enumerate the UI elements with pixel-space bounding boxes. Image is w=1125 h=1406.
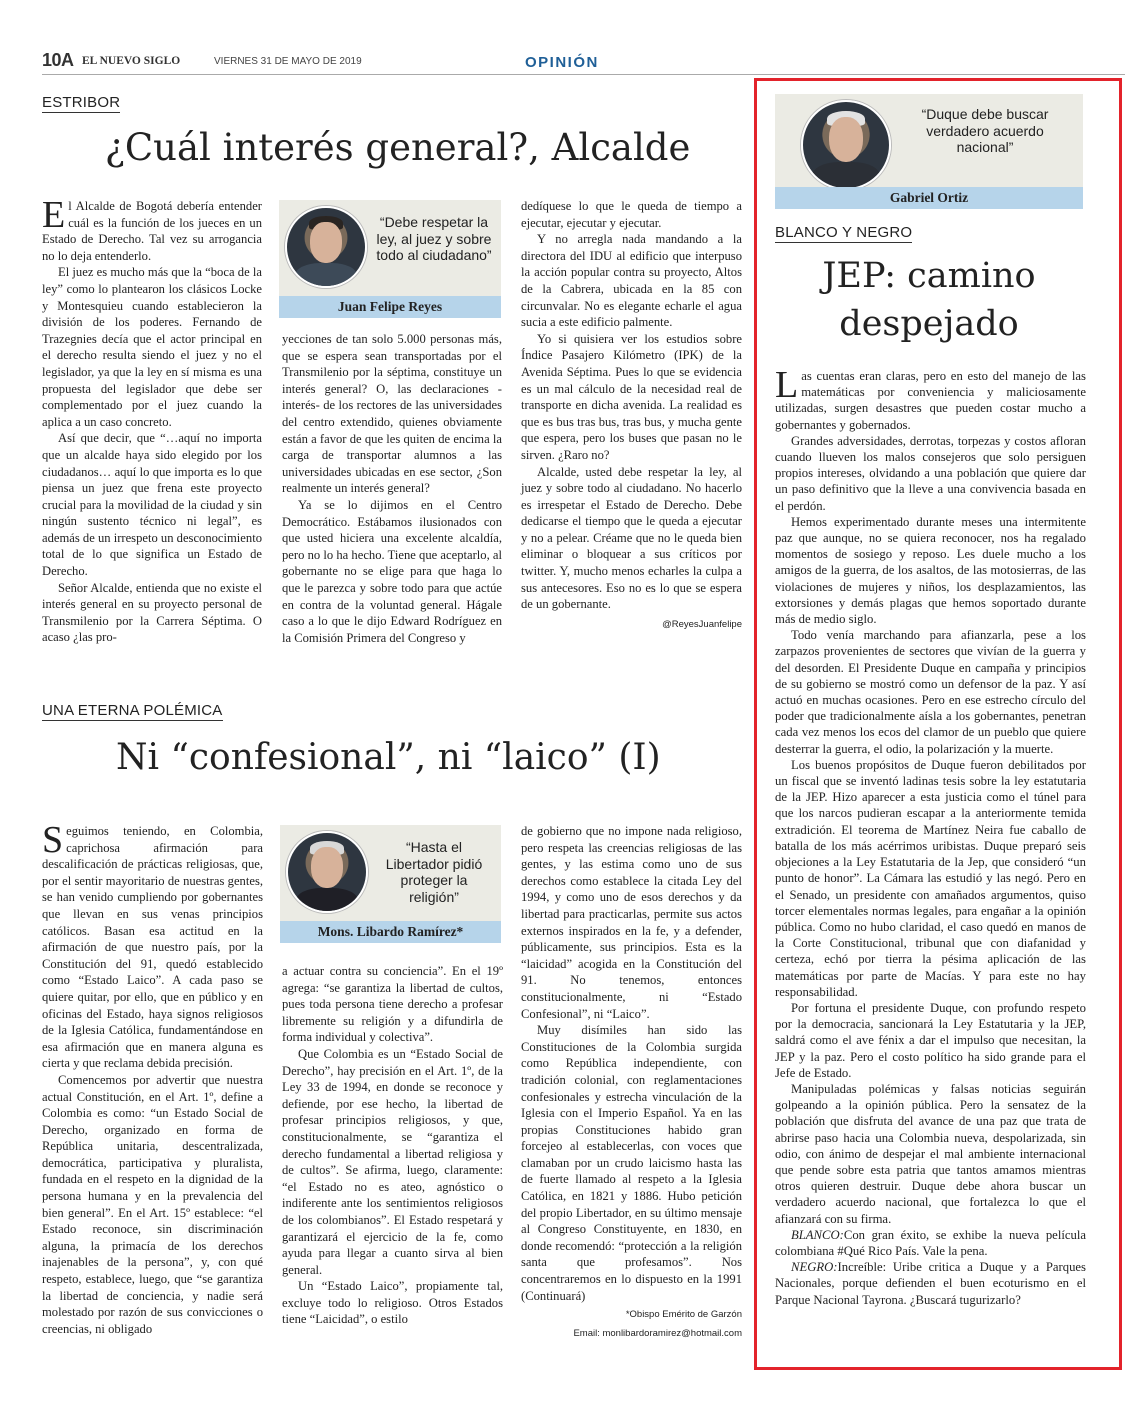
article3-paragraph: Por fortuna el presidente Duque, con profundo respeto por la democracia, sancionará la Ley Estatutaria y la JEP, saldrá como el ave fénix a dar el impulso que necesitan, la JEP y la paz. Pero el costo político ha sido grande para el Jefe de Estado. — [775, 1000, 1086, 1080]
article1-paragraph: Alcalde, usted debe respetar la ley, al juez y sobre todo al ciudadano. No hacerlo es irrespetar el Estado de Derecho. Debe dedicarse el tiempo que le queda a ejecutar y no a pelear. Créame que no le queda bien eliminar o bloquear a sus críticos por twitter. Y, mucho menos echarles la culpa a sus antecesores. Eso no es lo que se espera de un gobernante. — [521, 464, 742, 612]
negro-label: NEGRO: — [791, 1260, 838, 1275]
page-header — [42, 50, 1125, 76]
article1-paragraph: Y no arregla nada mandando a la directora del IDU al edificio que interpuso la acción popular contra su proyecto, Altos de la Cabrera, ubicada en la 85 con circunvalar. No es elegante echarle el agua sucia a este edificio palmente. — [521, 232, 742, 330]
article3-paragraph: Grandes adversidades, derrotas, torpezas y costos afloran cuando llueven los malos consejeros que solo persiguen propios intereses, olvidando a una población que quiere dar un paso definitivo que la lleve a una convivencia basada en el perdón. — [775, 433, 1086, 513]
article1-paragraph: l Alcalde de Bogotá debería entender cuál es la función de los jueces en un Estado de Derecho. Tal vez su arrogancia no lo deja entenderlo. — [42, 199, 262, 263]
article2-paragraph: Muy disímiles han sido las Constituciones de la Colombia surgida como República independiente, con tradición colonial, con reglamentaciones confesionales y estrecha vinculación de la Iglesia con el Imperio Español. Ya en las propias Constituciones habido gran forcejeo al establecerlas, con voces que clamaban por un crudo laicismo hasta las de fuerte llamado al respeto a la Iglesia Católica, en 1821 y 1886. Hubo petición del propio Libertador, en su último mensaje al Congreso Constituyente, en 1830, en donde recomendó: “protección a la religión santa que profesamos”. Nos concentraremos en lo dispuesto en la 1991 (Continuará) — [521, 1023, 742, 1303]
article3-author-box — [775, 94, 1083, 209]
negro-text: Increíble: Uribe critica a Duque y a Parques Nacionales, porque defienden el buen ecoturismo en el Parque Nacional Tayrona. ¿Buscará tugurizarlo? — [775, 1260, 1086, 1307]
article1-paragraph: El juez es mucho más que la “boca de la ley” como lo plantearon los clásicos Locke y Montesquieu cuando establecieron la división de los poderes. Fernando de Trazegnies decía que el actor principal en el derecho resulta siendo el juez y no el legislador, ya que la ley en sí misma es una propuesta del legislador que debe ser complementado por el juez cuando la aplica a un caso concreto. — [42, 265, 262, 429]
article3-paragraph: Manipuladas polémicas y falsas noticias seguirán golpeando a la opinión pública. Pero la sensatez de la población que disfruta del avance de una paz que trata de abrirse paso hacia una Colombia nueva, despolarizada, sin odio, con ánimo de despejar el mal ambiente internacional que pende sobre esta patria que tantos amamos mientras otros quieren destruir. Duque debe ahora buscar un verdadero acuerdo nacional, que fortalezca lo que el afianzará con su firma. — [775, 1081, 1086, 1226]
article2-dropcap: S — [42, 819, 64, 861]
article2-signoff-email: Email: monlibardoramirez@hotmail.com — [573, 1327, 742, 1339]
article2-title: Ni “confesional”, ni “laico” (I) — [116, 737, 661, 778]
article1-pull-quote: “Debe respetar la ley, al juez y sobre todo al ciudadano” — [376, 214, 492, 263]
issue-date: VIERNES 31 DE MAYO DE 2019 — [214, 56, 362, 67]
header-rule — [42, 74, 1125, 75]
article1-column-1 — [42, 194, 262, 646]
article2-paragraph: Que Colombia es un “Estado Social de Derecho”, hay precisión en el Art. 1º, de la Ley 33 de 1994, en donde se reconoce y defiende, por ese hecho, la libertad de profesar principios religiosos, y que, constitucionalmente, se “garantiza el derecho fundamental a libertad religiosa y de cultos”. Se afirma, luego, claramente: “el Estado no es ateo, agnóstico o indiferente ante los sentimientos religiosos de los colombianos”. El Estado respetará y garantizará el ejercicio de la fe, como ayuda para llegar a cuanto sirva al bien general. — [282, 1046, 503, 1277]
article2-paragraph: a actuar contra su conciencia”. En el 19º agrega: “se garantiza la libertad de cultos, pues toda persona tiene derecho a profesar libremente su religión y a difundirla de forma individual y colectiva”. — [282, 964, 503, 1045]
article2-pull-quote: “Hasta el Libertador pidió proteger la religión” — [385, 839, 483, 905]
article1-kicker: ESTRIBOR — [42, 94, 121, 111]
article3-title-line-1: JEP: camino — [822, 256, 1036, 296]
article2-column-3 — [521, 823, 742, 1342]
article2-kicker: UNA ETERNA POLÉMICA — [42, 702, 223, 719]
article1-paragraph: Ya se lo dijimos en el Centro Democrático. Estábamos ilusionados con que usted hiciera una excelente alcaldía, pero no lo ha hecho. Tiene que aceptarlo, al gobernante no se elige para que haga lo que le parezca y sobre todo para que actúe en contra de la voluntad general. Hágale caso a lo que le dijo Edward Rodríguez en la Comisión Primera del Congreso y — [282, 497, 502, 645]
author-photo-juan-felipe-reyes — [285, 206, 367, 288]
article3-paragraph: Todo venía marchando para afianzarla, pese a los zarpazos provenientes de sectores que vivían de la guerra y del desorden. El Presidente Duque en campaña y principios de su gobierno se mostró como un defensor de la paz. Y así actuó en muchas ocasiones. Pero en ese estrecho círculo del poder que tradicionalmente aísla a los gobernantes, penetran cada vez menos los ecos del clamor de un pueblo que quiere desterrar la guerra, el odio, la polarización y la muerte. — [775, 628, 1086, 756]
article3-kicker: BLANCO Y NEGRO — [775, 224, 913, 241]
article1-column-3 — [521, 198, 742, 633]
article3-blanco — [775, 1227, 1086, 1259]
article3-body — [775, 364, 1086, 1308]
article2-paragraph: de gobierno que no impone nada religioso, pero respeta las creencias religiosas de las gentes, y las estima como uno de sus derechos como establece la citada Ley del 1994, y como uno de esos derechos y da libertad para practicarlas, permite sus actos externos inspirados en la fe, y a defender, públicamente, sus principios. Esta es la “laicidad” acogida en la Constitución del 91. No tenemos, entonces constitucionalmente, ni “Estado Confesional”, ni “Laico”. — [521, 824, 742, 1021]
article1-column-2 — [282, 331, 502, 646]
article1-author-box — [279, 200, 501, 318]
article3-negro — [775, 1259, 1086, 1308]
article2-paragraph: Un “Estado Laico”, propiamente tal, excluye todo lo religioso. Otros Estados tiene “Laicidad”, o estilo — [282, 1279, 503, 1327]
article1-dropcap: E — [42, 194, 66, 236]
newspaper-name: EL NUEVO SIGLO — [82, 55, 181, 67]
article2-paragraph: eguimos teniendo, en Colombia, caprichosa afirmación para descalificación de prácticas religiosas, que, por el sentir mayoritario de nuestras gentes, se han venido cumpliendo por gobernantes que llevan en sus venas principios católicos. Basan esa actitud en la afirmación de que nuestro país, por la Constitución del 91, quedó establecido como “Estado Laico”. A cada paso se quiere quitar, por ello, que en público y en oficinas del Estado, haya signos religiosos de la Iglesia Católica, fundamentándose en esa afirmación que en manera alguna es cierta y que reclama debida precisión. — [42, 824, 263, 1071]
section-name: OPINIÓN — [525, 54, 599, 71]
article3-pull-quote: “Duque debe buscar verdadero acuerdo nacional” — [921, 106, 1049, 155]
blanco-label: BLANCO: — [791, 1227, 844, 1242]
article1-paragraph: Señor Alcalde, entienda que no existe el interés general en su proyecto personal de Transmilenio por la Carrera Séptima. O acaso ¿las pro- — [42, 580, 262, 645]
article1-paragraph: dedíquese lo que le queda de tiempo a ejecutar, ejecutar y ejecutar. — [521, 199, 742, 230]
article1-title: ¿Cuál interés general?, Alcalde — [105, 126, 691, 169]
article1-paragraph: Yo si quisiera ver los estudios sobre Índice Pasajero Kilómetro (IPK) de la Avenida Séptima. Pues lo que se evidencia es un mal cálculo de la necesidad real de transporte en dicha avenida. La realidad es que es bus tras bus, tras bus, y mucha gente que espera, pero los buses que pasan no le sirven. ¿Raro no? — [521, 331, 742, 462]
author-photo-libardo-ramirez — [286, 831, 368, 913]
article2-signoff-role: *Obispo Emérito de Garzón — [625, 1309, 742, 1321]
article3-author-name: Gabriel Ortiz — [775, 187, 1083, 209]
article2-column-1 — [42, 819, 263, 1337]
article2-author-box — [280, 825, 501, 943]
article3-paragraph: Los buenos propósitos de Duque fueron debilitados por un fiscal que se inventó ladinas tesis sobre la ley estatutaria de la JEP. Hizo aparecer a esta justicia como el túnel para que los narcos pudieran escapar a la anteriormente temida extradición. El teorema de Martínez Neira fue caballo de batalla de los más acérrimos uribistas. Duque preparó seis objeciones a la Ley Estatutaria de la Jep, que consideró “un punto de honor”. La Cámara las estudió y las negó. Pero en el Senado, un presidente con amañados argumentos, quiso torcer elementales normas legales, para engañar a la opinión pública. Como no hubo claridad, el caso quedó en manos de la Corte Constitucional, tribunal que con diafanidad y certeza, echó por tierra la pésima aplicación de las matemáticas por parte de Macías. Y para este no hay responsabilidad. — [775, 757, 1086, 999]
article2-column-2 — [282, 963, 503, 1328]
article3-title-line-2: despejado — [839, 304, 1019, 344]
article2-paragraph: Comencemos por advertir que nuestra actual Constitución, en el Art. 1º, define a Colombia es como: “un Estado Social de Derecho, organizado en forma de República unitaria, descentralizada, democrática, participativa y pluralista, fundada en el respeto en la dignidad de la persona humana y en la prevalencia del bien general”. En el Art. 15º establece: “el Estado reconoce, sin discriminación alguna, la primacía de los derechos inajenables de la persona”, y, con qué respeto, establece, luego, que “se garantiza la libertad de conciencia, y nadie será molestado por razón de sus convicciones o creencias, ni obligado — [42, 1072, 263, 1336]
article3-dropcap: L — [775, 364, 799, 406]
article1-paragraph: Así que decir, que “…aquí no importa que un alcalde haya sido elegido por los ciudadanos… aquí lo que importa es lo que piensa un juez que frena este proyecto crucial para la movilidad de la ciudad y sin ningún sustento técnico ni legal”, es además de un irrespeto un desconocimiento total de lo que significa un Estado de Derecho. — [42, 431, 262, 579]
blanco-text: Con gran éxito, se exhibe la nueva película colombiana #Qué Rico País. Vale la pena. — [775, 1227, 1086, 1258]
author-photo-gabriel-ortiz — [801, 100, 891, 190]
page-number: 10A — [42, 50, 74, 70]
article3-paragraph: as cuentas eran claras, pero en esto del manejo de las matemáticas por conveniencia y maliciosamente utilizadas, surgen desastres que pueden costar mucho a gobernantes y gobernados. — [775, 369, 1086, 432]
article1-paragraph: yecciones de tan solo 5.000 personas más, que se espera sean transportadas por el Transmilenio por la séptima, constituye un interés general? O, las declaraciones -interés- de los rectores de las universidades del centro extendido, quienes obviamente están a favor de que les quiten de encima la carga de transportar alumnos a las universidades ubicadas en ese sector, ¿Son realmente un interés general? — [282, 332, 502, 496]
article1-author-name: Juan Felipe Reyes — [279, 296, 501, 318]
article3-paragraph: Hemos experimentado durante meses una intermitente paz que aunque, no se quiera reconocer, nos ha regalado momentos de sosiego y reposo. Les duele mucho a los amigos de la guerra, de los asaltos, de las motosierras, de las violaciones de mujeres y niños, los desplazamientos, las extorsiones y demás plagas que hemos soportado durante más de medio siglo. — [775, 514, 1086, 627]
article2-author-name: Mons. Libardo Ramírez* — [280, 921, 501, 943]
article1-signoff: @ReyesJuanfelipe — [662, 618, 742, 630]
